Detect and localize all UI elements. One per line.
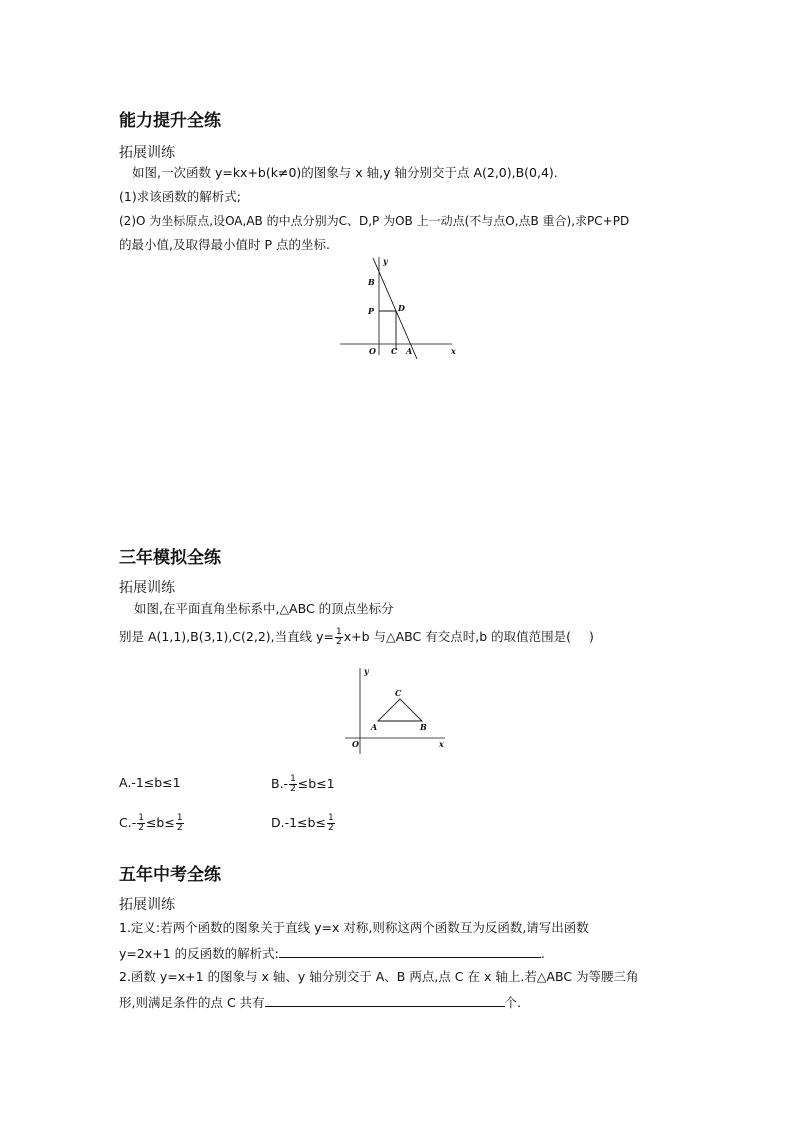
fig1-label-C: C	[391, 346, 398, 356]
section2-line2b: x+b 与△ABC 有交点时,b 的取值范围是(	[343, 629, 571, 644]
fig1-label-x: x	[451, 346, 456, 356]
option-b-fraction: $\frac{1}{2}$	[290, 774, 296, 794]
section2-line2	[119, 628, 594, 647]
section3-heading: 五年中考全练	[119, 865, 221, 885]
fig2-label-y: y	[364, 666, 369, 676]
section2-subheading: 拓展训练	[119, 580, 175, 596]
fig1-label-P: P	[368, 306, 375, 316]
fig2-label-x: x	[439, 739, 444, 749]
frac-den: 2	[336, 637, 342, 647]
frac-num: 1	[336, 627, 342, 637]
q2-line1: 2.函数 y=x+1 的图象与 x 轴、y 轴分别交于 A、B 两点,点 C 在 x 轴上.若△ABC 为等腰三角	[119, 969, 639, 984]
option-c-fraction-1: $\frac{1}{2}$	[138, 813, 144, 833]
section1-line4: 的最小值,及取得最小值时 P 点的坐标.	[119, 237, 330, 252]
slope-fraction	[335, 628, 343, 647]
option-d-text: D.-1≤b≤	[271, 815, 326, 830]
q2-line2	[119, 994, 521, 1011]
q1-line1: 1.定义:若两个函数的图象关于直线 y=x 对称,则称这两个函数互为反函数,请写出函数	[119, 920, 589, 935]
section2-line2a: 别是 A(1,1),B(3,1),C(2,2),当直线 y=	[119, 629, 334, 644]
q1-line2-text: y=2x+1 的反函数的解析式:	[119, 946, 279, 961]
option-b[interactable]	[271, 775, 335, 794]
fig2-label-B: B	[420, 722, 427, 732]
section1-line3: (2)O 为坐标原点,设OA,AB 的中点分别为C、D,P 为OB 上一动点(不与点O,点B 重合),求PC+PD	[119, 214, 630, 228]
fig2-label-O: O	[352, 739, 359, 749]
section1-subheading: 拓展训练	[119, 145, 175, 161]
fig1-label-B: B	[368, 277, 375, 287]
triangle-abc	[378, 699, 422, 721]
q1-end: .	[540, 946, 545, 961]
q1-line2	[119, 945, 545, 962]
option-c-mid: ≤b≤	[145, 815, 175, 830]
option-d[interactable]	[271, 814, 336, 833]
fig1-label-y: y	[383, 256, 388, 266]
q1-answer-blank[interactable]	[279, 945, 541, 958]
section2-line2c: )	[589, 629, 594, 644]
fig2-label-A: A	[371, 722, 378, 732]
section1-line2: (1)求该函数的解析式;	[119, 189, 241, 204]
section2-heading: 三年模拟全练	[119, 548, 221, 568]
section1-figure	[340, 255, 460, 360]
fig1-label-D: D	[398, 303, 405, 313]
q2-end: 个.	[504, 995, 522, 1010]
fig2-label-C: C	[395, 688, 402, 698]
option-b-prefix: B.-	[271, 776, 289, 791]
section1-line1: 如图,一次函数 y=kx+b(k≠0)的图象与 x 轴,y 轴分别交于点 A(2,0),B(0,4).	[132, 165, 558, 180]
fig1-label-O: O	[369, 346, 376, 356]
option-c[interactable]	[119, 814, 185, 833]
section2-figure	[345, 662, 450, 762]
q2-answer-blank[interactable]	[265, 994, 505, 1007]
fig1-label-A: A	[406, 346, 413, 356]
section2-line1: 如图,在平面直角坐标系中,△ABC 的顶点坐标分	[134, 601, 394, 616]
section1-heading: 能力提升全练	[119, 111, 221, 131]
option-d-fraction: $\frac{1}{2}$	[327, 813, 334, 833]
option-a[interactable]: A.-1≤b≤1	[119, 775, 181, 790]
q2-line2-text: 形,则满足条件的点 C 共有	[119, 995, 265, 1010]
option-b-suffix: ≤b≤1	[297, 776, 335, 791]
section3-subheading: 拓展训练	[119, 897, 175, 913]
option-c-prefix: C.-	[119, 815, 137, 830]
option-c-fraction-2: $\frac{1}{2}$	[176, 813, 183, 833]
